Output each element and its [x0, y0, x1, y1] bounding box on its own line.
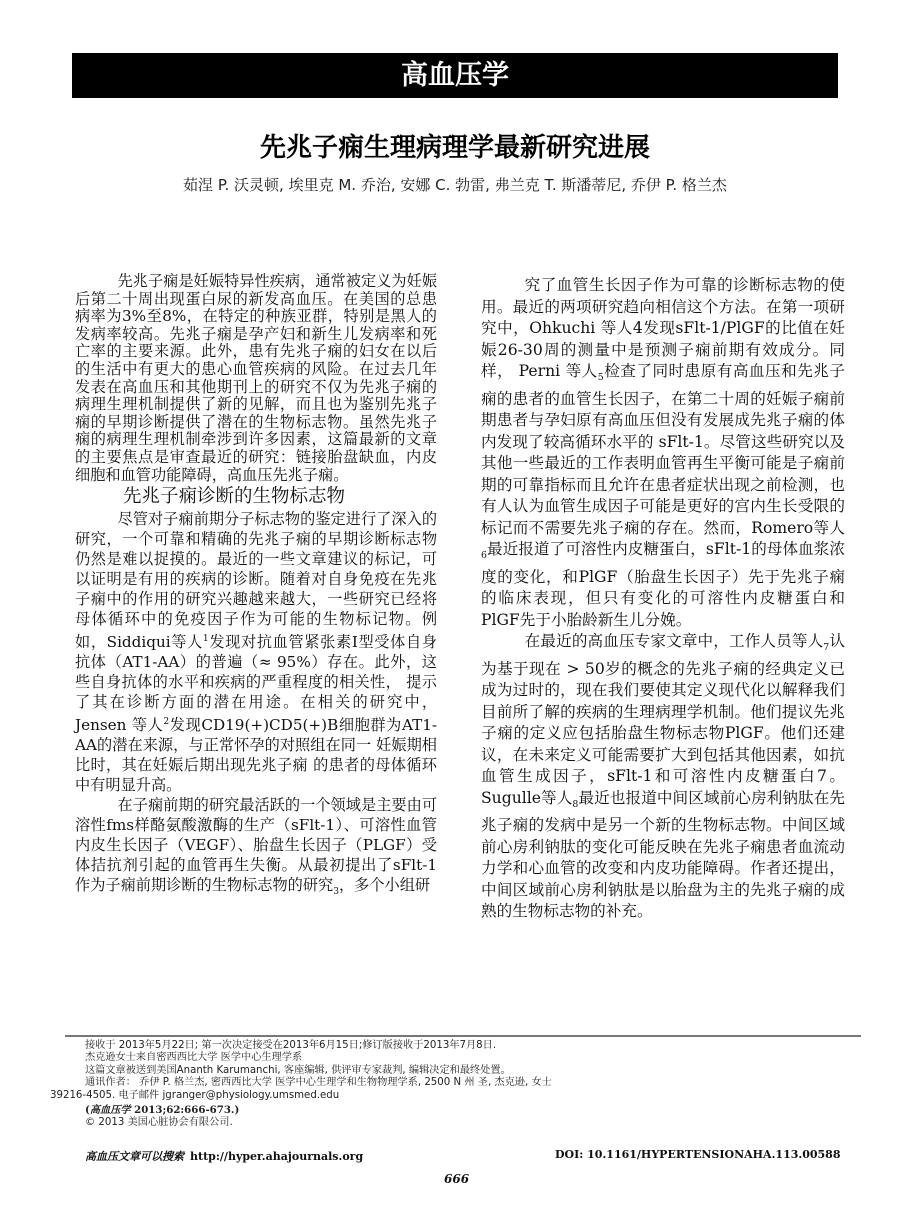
affiliation: 杰克逊女士来自密西西比大学 医学中心生理学系 [85, 1052, 303, 1064]
text-run: 究了血管生长因子作为可靠的诊断标志物的使用。最近的两项研究趋向相信这个方法。在第一项研究中，Ohkuchi 等人 [481, 276, 845, 337]
text-run: 发现sFlt-1/PlGF的比值在妊娠26-30周的测量中是预测子痫前期有效成分。同样， Perni 等人 [481, 319, 845, 380]
search-label: 高血压文章可以搜索 [85, 1150, 184, 1163]
text-run: 最近报道了可溶性内皮糖蛋白，sFlt-1的母体血浆浓度的变化，和PlGF（胎盘生长因子）先于先兆子痫的临床表现，但只有变化的可溶性内皮糖蛋白和PlGF先于小胎龄新生儿分娩。 [481, 540, 845, 629]
reference-1: 1 [202, 634, 209, 645]
page-number: 666 [444, 1172, 470, 1186]
reference-5: 5 [597, 372, 604, 384]
text-run: 发现CD19(+)CD5(+)B细胞群为AT1-AA的潜在来源，与正常怀孕的对照组在同一 妊娠期相比时，其在妊娠后期出现先兆子痫 的患者的母体循环中有明显升高。 [75, 716, 438, 795]
left-column [75, 273, 437, 902]
angiogenic-paragraph [75, 795, 437, 902]
citation-details: 2013;62:666-673.) [130, 1104, 240, 1117]
email[interactable]: 39216-4505. 电子邮件 jgranger@physiology.umsmed.edu [50, 1089, 340, 1101]
text-run: 尽管对子痫前期分子标志物的鉴定进行了深入的研究，一个可靠和精确的先兆子痫的早期诊断标志物仍然是难以捉摸的。最近的一些文章建议的标记，可以证明是有用的疾病的诊断。随着对自身免疫在先兆子痫中的作用的研究兴趣越来越大，一些研究已经将母体循环中的免疫因子作为可能的生物标记物。例如，Siddiqui等人 [75, 510, 437, 652]
text-run: 检查了同时患原有高血压和先兆子痫的患者的血管生长因子，在第二十周的妊娠子痫前期患者与孕妇原有高血压但没有发展成先兆子痫的体内发现了较高循环水平的 sFlt-1。尽管这些研究以及其他一些最近的工作表明血管再生平衡可能是子痫前期的可靠指标而且允许在患者症状出现之前检测，也有人认为血管生成因子可能是更好的宫内生长受限的标记而不需要先兆子痫的存在。然而，Romero等人 [481, 362, 845, 537]
journal-banner: 高血压学 [72, 53, 838, 98]
expert-paragraph [481, 631, 845, 923]
search-note [85, 1148, 363, 1164]
article-title: 先兆子痫生理病理学最新研究进展 [259, 133, 650, 163]
citation-journal: 高血压学 [89, 1105, 131, 1117]
text-run: ，多个小组研 [338, 876, 431, 895]
text-run: 在最近的高血压专家文章中，工作人员等人 [524, 632, 824, 651]
footnotes [50, 1040, 835, 1130]
text-run: 最近也报道中间区域前心房利钠肽在先兆子痫的发病中是另一个新的生物标志物。中间区域前心房利钠肽的变化可能反映在先兆子痫患者血流动力学和心血管的改变和内皮功能障碍。作者还提出，中间区域前心房利钠肽是以胎盘为主的先兆子痫的成熟的生物标志物的补充。 [481, 788, 845, 921]
section-heading: 先兆子痫诊断的生物标志物 [123, 486, 346, 508]
citation-open: ( [85, 1104, 90, 1117]
editor-note: 这篇文章被送到美国Ananth Karumanchi, 客座编辑, 供评审专家裁判, 编辑决定和最终处置。 [85, 1064, 511, 1076]
text-run: 发现对抗血管紧张素I型受体自身抗体（AT1-AA）的普遍（≈ 95%）存在。此外，这些自身抗体的水平和疾病的严重程度的相关性， 提示了其在诊断方面的潜在用途。在相关的研究中，Jensen 等人 [75, 633, 437, 735]
citation [75, 1104, 835, 1117]
copyright: © 2013 美国心脏协会有限公司. [85, 1117, 233, 1129]
reference-3: 3 [333, 887, 339, 898]
journal-url[interactable]: http://hyper.ahajournals.org [190, 1150, 364, 1163]
text-run: 在子痫前期的研究最活跃的一个领域是主要由可溶性fms样酪氨酸激酶的生产（sFlt-1）、可溶性血管内皮生长因子（VEGF）、胎盘生长因子（PLGF）受体拮抗剂引起的血管再生失衡。从最初提出了sFlt-1作为子痫前期诊断的生物标志物的研究 [75, 796, 437, 895]
doi[interactable]: DOI: 10.1161/HYPERTENSIONAHA.113.00588 [555, 1148, 841, 1161]
footnote-divider [65, 1035, 861, 1037]
reference-7: 7 [823, 642, 830, 654]
reference-8: 8 [572, 798, 579, 810]
author-list: 茹涅 P. 沃灵顿, 埃里克 M. 乔治, 安娜 C. 勃雷, 弗兰克 T. 斯潘蒂尼, 乔伊 P. 格兰杰 [183, 176, 727, 194]
correspondence: 通讯作者： 乔伊 P. 格兰杰, 密西西比大学 医学中心生理学和生物物理学系, 2500 N 州 圣, 杰克逊, 女士 [85, 1077, 552, 1089]
reference-6: 6 [481, 550, 487, 562]
biomarker-paragraph [75, 509, 437, 795]
intro-paragraph: 先兆子痫是妊娠特异性疾病，通常被定义为妊娠后第二十周出现蛋白尿的新发高血压。在美国的总患病率为3%至8%，在特定的种族亚群，特别是黑人的发病率较高。先兆子痫是孕产妇和新生儿发病率和死亡率的主要来源。此外，患有先兆子痫的妇女在以后的生活中有更大的患心血管疾病的风险。在过去几年发表在高血压和其他期刊上的研究不仅为先兆子痫的病理生理机制提供了新的见解，而且也为鉴别先兆子痫的早期诊断提供了潜在的生物标志物。虽然先兆子痫的病理生理机制牵涉到许多因素，这篇最新的文章的主要焦点是审查最近的研究：链接胎盘缺血，内皮细胞和血管功能障碍，高血压先兆子痫。 [75, 272, 437, 484]
reference-4: 4 [632, 319, 643, 337]
continuation-paragraph [481, 275, 845, 631]
text-run: 认为基于现在 > 50岁的概念的先兆子痫的经典定义已成为过时的，现在我们要使其定义现代化以解释我们目前所了解的疾病的生理病理学机制。他们提议先兆子痫的定义应包括胎盘生物标志物PlGF。他们还建议，在未来定义可能需要扩大到包括其他因素，如抗血管生成因子，sFlt-1和可溶性内皮糖蛋白7。Sugulle等人 [481, 632, 846, 807]
right-column [481, 275, 845, 923]
reference-2: 2 [163, 717, 170, 728]
received-dates: 接收于 2013年5月22日; 第一次决定接受在2013年6月15日;修订版接收于2013年7月8日. [85, 1040, 497, 1051]
